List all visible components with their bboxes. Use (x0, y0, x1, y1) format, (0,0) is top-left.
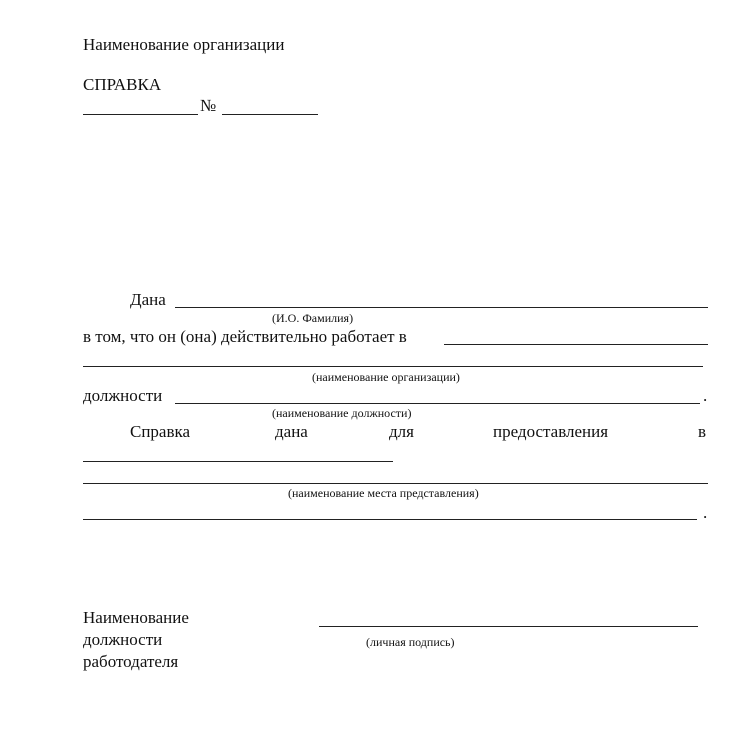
date-blank-line (83, 114, 198, 115)
position-blank-line (175, 403, 700, 404)
signature-hint: (личная подпись) (366, 635, 455, 649)
purpose-word-1: Справка (130, 422, 191, 441)
position-period: . (703, 386, 708, 405)
employer-title-line-3: работодателя (83, 652, 179, 671)
fullname-blank-line (175, 307, 708, 308)
place-blank-line-2 (83, 483, 708, 484)
issued-to-label: Дана (130, 290, 166, 309)
signature-blank-line (319, 626, 698, 627)
organization-name: Наименование организации (83, 35, 285, 54)
employer-title-line-2: должности (83, 630, 163, 649)
position-hint: (наименование должности) (272, 406, 412, 420)
works-at-text: в том, что он (она) действительно работает в (83, 327, 407, 346)
purpose-word-4: предоставления (493, 422, 609, 441)
purpose-word-5: в (698, 422, 707, 441)
fullname-hint: (И.О. Фамилия) (272, 311, 354, 325)
purpose-word-3: для (389, 422, 414, 441)
number-sign: № (200, 96, 217, 115)
position-label: должности (83, 386, 163, 405)
organization-blank-line-2 (83, 366, 703, 367)
organization-blank-line-1 (444, 344, 708, 345)
place-hint: (наименование места представления) (288, 486, 479, 500)
number-blank-line (222, 114, 318, 115)
employer-title-line-1: Наименование (83, 608, 189, 627)
place-period: . (703, 503, 708, 522)
place-blank-line-1 (83, 461, 393, 462)
purpose-word-2: дана (275, 422, 308, 441)
place-blank-line-3 (83, 519, 697, 520)
organization-hint: (наименование организации) (312, 370, 460, 384)
document-title: СПРАВКА (83, 75, 162, 94)
